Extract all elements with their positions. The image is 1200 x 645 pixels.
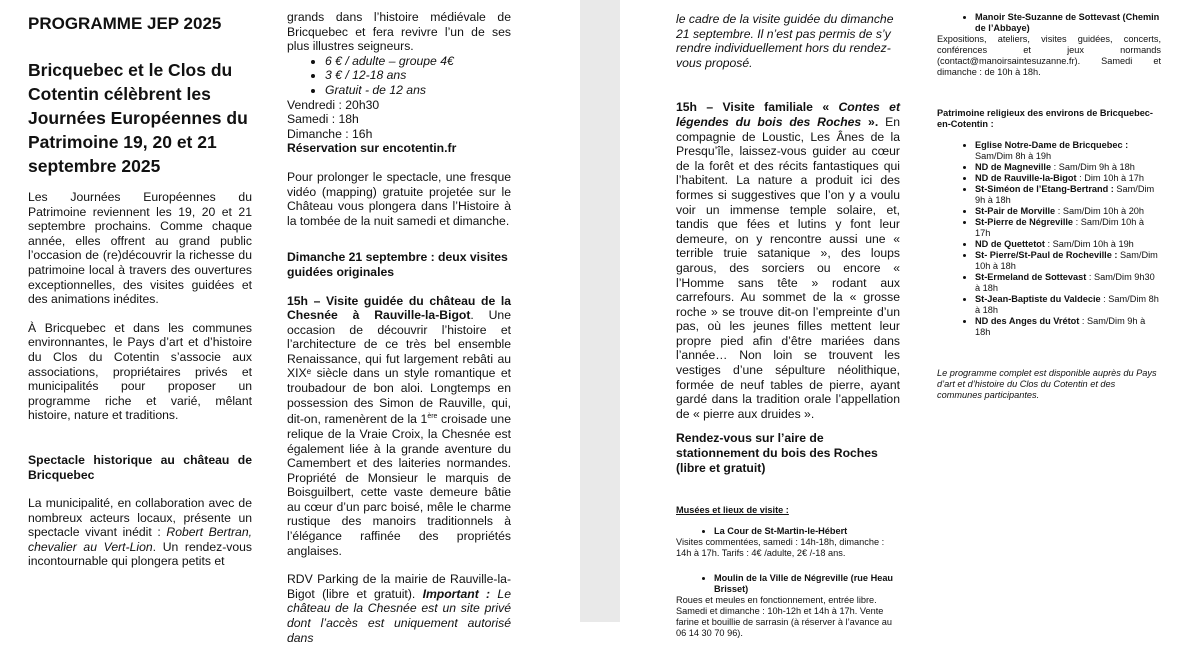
church-item: • ND des Anges du Vrétot : Sam/Dim 9h à 18h — [975, 316, 1161, 338]
church-item: • Eglise Notre-Dame de Bricquebec : Sam/Dim 8h à 19h — [975, 140, 1161, 162]
spectacle-continuation: grands dans l’histoire médiévale de Bricquebec et fera revivre l’un de ses plus illustres seigneurs. — [287, 10, 511, 54]
rdv-paragraph: RDV Parking de la mairie de Rauville-la-Bigot (libre et gratuit). Important : Le château de la Chesnée est un site privé dont l’accès est uniquement autorisé dans — [287, 572, 511, 645]
price-list — [287, 54, 511, 98]
spectacle-paragraph: La municipalité, en collaboration avec de nombreux acteurs locaux, présente un spectacle vivant inédit : Robert Bertran, chevalier au Vert-Lion. Un rendez-vous incontournable qui plongera petits et — [28, 496, 253, 569]
museum1-list — [676, 526, 900, 537]
footer-note: Le programme complet est disponible auprès du Pays d’art et d’histoire du Clos du Cotentin et des communes participantes. — [937, 368, 1157, 400]
price-item: • 3 € / 12-18 ans — [325, 68, 511, 83]
column-3 — [676, 12, 900, 639]
church-item: • St-Pierre de Négreville : Sam/Dim 10h à 17h — [975, 217, 1161, 239]
church-item: • ND de Quettetot : Sam/Dim 10h à 19h — [975, 239, 1161, 250]
important-continuation: le cadre de la visite guidée du dimanche 21 septembre. Il n’est pas permis de s’y rendre individuellement hors du rendez-vous proposé. — [676, 12, 894, 70]
musees-heading: Musées et lieux de visite : — [676, 505, 789, 516]
important-label: Important : — [422, 586, 491, 601]
intro-paragraph-1: Les Journées Européennes du Patrimoine reviennent les 19, 20 et 21 septembre prochains. Comme chaque année, elles offrent au grand public l’occasion de (re)découvrir la richesse du patrimoine local à travers des ouvertures exceptionnelles, des visites guidées et des animations inédites. — [28, 190, 252, 307]
page-left — [0, 0, 580, 645]
spectacle-title: Robert Bertran, chevalier au Vert-Lion — [28, 525, 252, 554]
museum1-text: Visites commentées, samedi : 14h-18h, dimanche : 14h à 17h. Tarifs : 4€ /adulte, 2€ /-18 ans. — [676, 537, 885, 559]
column-4 — [937, 12, 1161, 401]
price-item: • 6 € / adulte – groupe 4€ — [325, 54, 511, 69]
visit1-title: 15h – Visite guidée du château de la Chesnée à Rauville-la-Bigot — [287, 293, 511, 323]
museum2-text: Roues et meules en fonctionnement, entrée libre. Samedi et dimanche : 10h-12h et 14h à 17h. Vente farine et bouillie de sarrasin (à réserver à l’avance au 06 14 30 70 96). — [676, 595, 893, 639]
manoir-list — [937, 12, 1161, 34]
religieux-heading: Patrimoine religieux des environs de Bricquebec-en-Cotentin : — [937, 108, 1153, 129]
museum1-name: • La Cour de St-Martin-le-Hébert — [714, 526, 900, 537]
intro-paragraph-2: À Bricquebec et dans les communes environnantes, le Pays d’art et d’histoire du Clos du Cotentin s’associe aux associations, propriétaires privés et municipalités pour proposer un programme riche et varié, mêlant histoire, nature et traditions. — [28, 320, 252, 423]
main-title: PROGRAMME JEP 2025 — [28, 14, 222, 33]
page-gap — [580, 0, 620, 622]
church-item: • St-Pair de Morville : Sam/Dim 10h à 20h — [975, 206, 1161, 217]
church-list — [937, 140, 1161, 338]
page-right — [620, 0, 1200, 639]
visit2-paragraph: 15h – Visite familiale « Contes et légendes du bois des Roches ». En compagnie de Loustic, Les Ânes de la Presqu’île, laissez-vous guider au cœur de la forêt et des récits fantastiques qui l’habitent. La nature a produit ici des formes si suggestives que l’on y a voulu voir un immense temple solaire, et, tandis que fées et lutins y font leur demeure, on y rencontre aussi une « terrible truie satanique », des loups garous, des sorciers ou encore « l’Homme sans tête » rodant aux carrefours. Au sommet de la « grosse roche » se trouve dit-on l’empreinte d’un pas, où les jeunes filles mettent leur propre pied afin d’être mariées dans l’année… Non loin se trouvent les vestiges d’une sépulture néolithique, formée de neuf tables de pierre, ayant gardé dans la tradition orale l’appellation de « pierre aux druides ». — [676, 100, 900, 421]
reservation-text: Réservation sur encotentin.fr — [287, 141, 457, 156]
column-1 — [28, 14, 252, 569]
church-item: • St-Ermeland de Sottevast : Sam/Dim 9h30 à 18h — [975, 272, 1161, 294]
fresque-paragraph: Pour prolonger le spectacle, une fresque vidéo (mapping) gratuite projetée sur le Château vous plongera dans l’Histoire à la tombée de la nuit samedi et dimanche. — [287, 169, 511, 228]
manoir-name: • Manoir Ste-Suzanne de Sottevast (Chemin de l’Abbaye) — [975, 12, 1161, 34]
headline: Bricquebec et le Clos du Cotentin célèbrent les Journées Européennes du Patrimoine 19, 20 et 21 septembre 2025 — [28, 60, 248, 176]
museum2-list — [676, 573, 900, 595]
price-item: • Gratuit - de 12 ans — [325, 83, 511, 98]
church-item: • ND de Rauville-la-Bigot : Dim 10h à 17h — [975, 173, 1161, 184]
spectacle-heading: Spectacle historique au château de Bricquebec — [28, 452, 252, 482]
church-item: • ND de Magneville : Sam/Dim 9h à 18h — [975, 162, 1161, 173]
schedule-sunday: Dimanche : 16h — [287, 126, 373, 141]
rdv2-text: Rendez-vous sur l’aire de stationnement du bois des Roches (libre et gratuit) — [676, 431, 878, 475]
visit2-title: Contes et légendes du bois des Roches — [676, 100, 900, 129]
church-item: • St-Siméon de l’Etang-Bertrand : Sam/Dim 9h à 18h — [975, 184, 1161, 206]
schedule-saturday: Samedi : 18h — [287, 112, 359, 127]
church-item: • St-Jean-Baptiste du Valdecie : Sam/Dim 8h à 18h — [975, 294, 1161, 316]
column-2 — [287, 10, 511, 645]
dimanche-heading: Dimanche 21 septembre : deux visites guidées originales — [287, 250, 508, 279]
museum2-name: • Moulin de la Ville de Négreville (rue Heau Brisset) — [714, 573, 900, 595]
church-item: • St- Pierre/St-Paul de Rocheville : Sam/Dim 10h à 18h — [975, 250, 1161, 272]
manoir-text: Expositions, ateliers, visites guidées, concerts, conférences et jeux normands (contact@manoirsaintesuzanne.fr). Samedi et dimanche : de 10h à 18h. — [937, 34, 1161, 77]
schedule-friday: Vendredi : 20h30 — [287, 97, 380, 112]
visit1-paragraph: 15h – Visite guidée du château de la Chesnée à Rauville-la-Bigot. Une occasion de découvrir l’histoire et l’architecture de ce très bel ensemble Renaissance, qui fut largement rebâti au XIXᵉ siècle dans un style romantique et troubadour de bon aloi. Longtemps en possession des Simon de Rauville, qui, dit-on, ramenèrent de la 1ère croisade une relique de la Vraie Croix, la Chesnée est également liée à la grande aventure du Camembert et des laiteries normandes. Propriété de Monsieur le marquis de Boisguilbert, cette vaste demeure bâtie au cœur d’un parc boisé, mêle le charme rustique des manoirs traditionnels à l’élégance raffinée des propriétés anglaises. — [287, 293, 511, 558]
